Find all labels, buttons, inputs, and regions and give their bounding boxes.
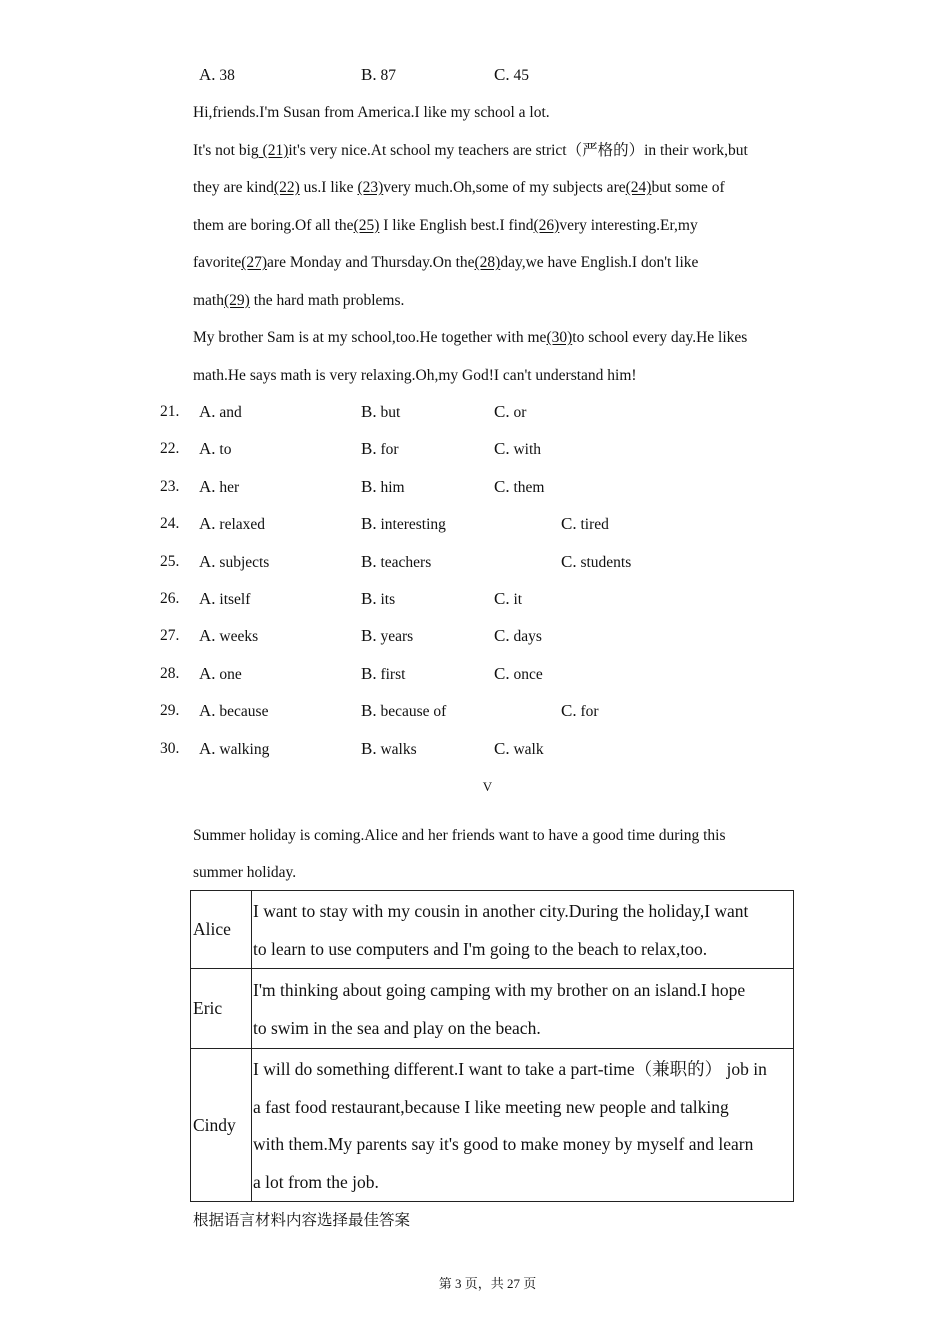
- question-number: 21.: [160, 403, 180, 420]
- option-letter: C.: [494, 439, 510, 459]
- passage-line: [193, 103, 550, 123]
- table-row: [191, 891, 794, 969]
- plan-text: [252, 1049, 794, 1202]
- option-letter: B.: [361, 626, 377, 646]
- option-letter: B.: [361, 65, 377, 84]
- plan-line: I want to stay with my cousin in another city.During the holiday,I want: [253, 901, 749, 921]
- passage-text: the hard math problems.: [249, 291, 405, 309]
- table-row: [191, 1049, 794, 1202]
- option-a[interactable]: [199, 402, 242, 423]
- option-b[interactable]: [361, 701, 446, 722]
- option-text: with: [513, 441, 542, 459]
- option-c[interactable]: [494, 664, 543, 685]
- option-letter: A.: [199, 663, 216, 683]
- option-text: them: [513, 478, 545, 496]
- option-letter: C.: [494, 65, 510, 84]
- option-c[interactable]: [561, 514, 609, 535]
- option-text: walks: [380, 740, 417, 758]
- option-a[interactable]: [199, 739, 269, 760]
- blank-number: (22): [273, 179, 300, 196]
- option-letter: C.: [494, 663, 510, 683]
- option-letter: A.: [199, 626, 216, 646]
- option-text: because: [219, 703, 269, 721]
- plan-line: a fast food restaurant,because I like meeting new people and talking: [253, 1096, 729, 1117]
- passage-text: I like English best.I find: [379, 216, 534, 234]
- option-text: one: [219, 665, 242, 683]
- option-a[interactable]: [199, 626, 258, 647]
- question-number: 30.: [160, 739, 180, 757]
- option-text: 45: [513, 67, 529, 84]
- passage-text: It's not big: [193, 141, 259, 159]
- option-c[interactable]: [494, 439, 541, 460]
- question-number: 23.: [160, 477, 180, 495]
- option-c[interactable]: [494, 589, 522, 610]
- blank-number: (23): [357, 179, 384, 196]
- option-letter: A.: [199, 402, 216, 421]
- person-name: Cindy: [191, 1049, 252, 1202]
- option-a[interactable]: [199, 439, 231, 460]
- option-letter: B.: [361, 701, 377, 721]
- option-text: interesting: [380, 516, 446, 534]
- plan-text: [252, 891, 794, 969]
- blank-number: (28): [474, 254, 501, 271]
- option-b[interactable]: [361, 626, 413, 647]
- option-letter: A.: [199, 589, 216, 608]
- option-letter: B.: [361, 589, 377, 608]
- option-text: weeks: [219, 628, 259, 646]
- blank-number: (21): [258, 141, 289, 159]
- plan-text: [252, 969, 794, 1049]
- option-text: but: [380, 404, 401, 421]
- question-number: 29.: [160, 702, 180, 720]
- plan-line: to swim in the sea and play on the beach.: [253, 1017, 541, 1038]
- plan-line: I will do something different.I want to take a part-time（兼职的） job in: [253, 1059, 767, 1079]
- option-c[interactable]: [494, 626, 542, 647]
- option-letter: A.: [199, 738, 216, 758]
- blank-number: (29): [224, 291, 250, 309]
- option-text: walking: [219, 740, 270, 758]
- section-title: V: [482, 779, 493, 794]
- person-name: Eric: [191, 969, 252, 1049]
- q20-option-c: [494, 65, 529, 86]
- option-b[interactable]: [361, 739, 417, 760]
- option-text: or: [513, 404, 527, 421]
- passage-text: math.He says math is very relaxing.Oh,my God!I can't understand him!: [193, 366, 637, 384]
- option-text: 38: [219, 67, 235, 84]
- option-letter: A.: [199, 701, 216, 721]
- option-letter: B.: [361, 514, 377, 534]
- passage-line: [193, 216, 698, 236]
- option-a[interactable]: [199, 589, 250, 610]
- option-a[interactable]: [199, 514, 265, 535]
- option-c[interactable]: [561, 701, 599, 722]
- option-letter: C.: [494, 738, 510, 758]
- option-a[interactable]: [199, 552, 269, 573]
- plan-line: a lot from the job.: [253, 1171, 379, 1192]
- question-number: 24.: [160, 515, 180, 533]
- option-b[interactable]: [361, 402, 400, 423]
- option-c[interactable]: [561, 552, 631, 573]
- passage-text: to school every day.He likes: [572, 329, 748, 346]
- passage-text: they are kind: [193, 179, 274, 196]
- passage-text: very much.Oh,some of my subjects are: [383, 179, 626, 196]
- plan-line: I'm thinking about going camping with my brother on an island.I hope: [253, 980, 746, 1000]
- option-text: 87: [380, 67, 396, 84]
- instruction: 根据语言材料内容选择最佳答案: [193, 1212, 411, 1229]
- option-b[interactable]: [361, 477, 405, 498]
- passage-text: us.I like: [299, 179, 358, 196]
- option-b[interactable]: [361, 439, 399, 460]
- passage-line: [193, 141, 748, 161]
- option-text: tired: [580, 516, 609, 534]
- option-letter: C.: [561, 551, 577, 571]
- option-letter: A.: [199, 439, 216, 459]
- option-text: years: [380, 628, 414, 646]
- option-b[interactable]: [361, 514, 446, 535]
- intro-line: summer holiday.: [193, 864, 297, 881]
- intro-line: Summer holiday is coming.Alice and her friends want to have a good time during this: [193, 827, 726, 844]
- option-letter: B.: [361, 738, 377, 758]
- question-number: 22.: [160, 440, 180, 458]
- blank-number: (26): [533, 216, 560, 234]
- question-number: 27.: [160, 627, 180, 645]
- passage-text: favorite: [193, 254, 242, 271]
- plan-line: with them.My parents say it's good to make money by myself and learn: [253, 1134, 754, 1154]
- option-text: teachers: [380, 553, 432, 571]
- blank-number: (27): [241, 254, 268, 271]
- option-b[interactable]: [361, 589, 395, 610]
- holiday-plans-table: [190, 890, 794, 1202]
- option-letter: C.: [561, 701, 577, 721]
- option-b[interactable]: [361, 552, 431, 573]
- option-letter: B.: [361, 663, 377, 683]
- option-text: for: [580, 703, 599, 721]
- passage-text: them are boring.Of all the: [193, 216, 354, 234]
- option-text: its: [380, 591, 396, 608]
- option-text: walk: [513, 740, 544, 758]
- page-footer: 第 3 页，共 27 页: [438, 1276, 537, 1291]
- option-letter: C.: [494, 402, 510, 421]
- person-name: Alice: [191, 891, 252, 969]
- option-letter: C.: [494, 589, 510, 608]
- option-letter: C.: [561, 514, 577, 534]
- passage-line: [193, 178, 725, 198]
- passage-text: but some of: [651, 179, 725, 196]
- option-text: and: [219, 404, 242, 421]
- option-text: her: [219, 478, 240, 496]
- option-c[interactable]: [494, 477, 544, 498]
- option-text: it: [513, 591, 523, 608]
- option-letter: A.: [199, 65, 216, 84]
- passage-line: [193, 253, 698, 273]
- option-text: once: [513, 665, 543, 683]
- option-letter: A.: [199, 514, 216, 534]
- passage-text: My brother Sam is at my school,too.He together with me: [193, 329, 547, 346]
- option-letter: B.: [361, 402, 377, 421]
- table-row: [191, 969, 794, 1049]
- question-number: 28.: [160, 664, 180, 682]
- option-a[interactable]: [199, 701, 268, 722]
- option-text: because of: [380, 703, 447, 721]
- question-number: 25.: [160, 552, 180, 570]
- option-text: days: [513, 628, 542, 646]
- option-letter: C.: [494, 626, 510, 646]
- passage-line: [193, 328, 747, 348]
- question-number: 26.: [160, 590, 180, 607]
- option-letter: B.: [361, 439, 377, 459]
- option-text: relaxed: [219, 516, 266, 534]
- passage-text: very interesting.Er,my: [559, 216, 698, 234]
- option-text: for: [380, 441, 399, 459]
- option-b[interactable]: [361, 664, 405, 685]
- option-c[interactable]: [494, 402, 526, 423]
- option-letter: A.: [199, 551, 216, 571]
- option-letter: B.: [361, 551, 377, 571]
- q20-option-b: [361, 65, 396, 86]
- blank-number: (25): [353, 216, 380, 234]
- option-letter: A.: [199, 476, 216, 496]
- option-text: subjects: [219, 553, 270, 571]
- option-text: itself: [219, 591, 251, 608]
- option-letter: C.: [494, 476, 510, 496]
- plan-line: to learn to use computers and I'm going to the beach to relax,too.: [253, 938, 708, 959]
- option-text: first: [380, 665, 406, 683]
- option-c[interactable]: [494, 739, 544, 760]
- option-a[interactable]: [199, 477, 239, 498]
- blank-number: (24): [625, 179, 652, 196]
- option-text: students: [580, 553, 632, 571]
- passage-text: it's very nice.At school my teachers are strict（严格的）in their work,but: [288, 141, 748, 159]
- passage-text: day,we have English.I don't like: [500, 254, 699, 271]
- passage-line: [193, 291, 404, 311]
- option-letter: B.: [361, 476, 377, 496]
- option-text: him: [380, 478, 405, 496]
- passage-text: are Monday and Thursday.On the: [267, 254, 475, 271]
- passage-line: [193, 366, 637, 386]
- blank-number: (30): [546, 329, 573, 346]
- passage-text: math: [193, 291, 224, 309]
- option-text: to: [219, 441, 232, 459]
- passage-text: Hi,friends.I'm Susan from America.I like my school a lot.: [193, 104, 550, 121]
- q20-option-a: [199, 65, 235, 86]
- option-a[interactable]: [199, 664, 242, 685]
